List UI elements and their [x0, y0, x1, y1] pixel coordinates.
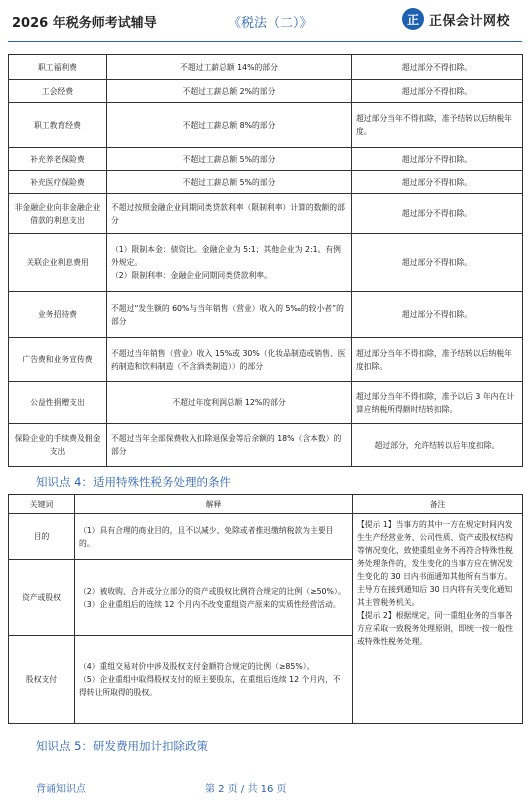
table-row	[9, 194, 523, 234]
explanation-cell	[75, 636, 353, 724]
explanation-cell: （1）具有合理的商业目的，且不以减少、免除或者推迟缴纳税款为主要目的。	[75, 514, 353, 560]
table-row	[9, 292, 523, 338]
limit-cell: （1）限制本金：债资比。金融企业为 5:1；其他企业为 2:1。有例外规定。 （2）限制利率：金融企业同期同类贷款利率。	[107, 234, 352, 292]
limit-cell: 不超过当年销售（营业）收入 15%或 30%（化妆品制造或销售、医药制造和饮料制造（不含酒类制造））的部分	[107, 338, 352, 382]
limit-cell: 不超过工薪总额 5%的部分	[107, 148, 352, 171]
limit-cell: 不超过工薪总额 8%的部分	[107, 103, 352, 148]
header-note: 备注	[353, 495, 523, 514]
item-cell: 非金融企业向非金融企业借款的利息支出	[9, 194, 107, 234]
excess-cell: 超过部分不得扣除。	[352, 148, 523, 171]
note-cell	[353, 514, 523, 724]
explanation-line: （2）被收购、合并或分立部分的资产或股权比例符合规定的比例（≥50%）。	[79, 586, 346, 596]
footer-label: 背诵知识点	[36, 784, 86, 795]
header-divider	[8, 41, 522, 42]
deduction-limits-table	[8, 54, 523, 467]
item-cell: 业务招待费	[9, 292, 107, 338]
excess-cell: 超过部分当年不得扣除，准予结转以后纳税年度。	[352, 103, 523, 148]
section-5-heading: 知识点 5：研发费用加计扣除政策	[36, 739, 208, 753]
item-cell: 补充医疗保险费	[9, 171, 107, 194]
item-cell: 职工福利费	[9, 55, 107, 80]
limit-cell: 不超过“发生额的 60%与当年销售（营业）收入的 5‰的较小者”的部分	[107, 292, 352, 338]
header-explanation: 解释	[75, 495, 353, 514]
table-row	[9, 148, 523, 171]
note-tip-1: 【提示 1】当事方的其中一方在规定时间内发生生产经营业务、公司性质、资产或股权结构等情况变化，致使重组业务不再符合特殊性税务处理条件的，发生变化的当事方应在情况发生变化的 30 日内书面通知其他所有当事方。主导方在接到通知后 30 日内将有关变化通知其主管税务机关。	[357, 520, 513, 607]
limit-cell: 不超过按照金融企业同期同类贷款利率（限制利率）计算的数额的部分	[107, 194, 352, 234]
keyword-cell: 目的	[9, 514, 75, 560]
item-cell: 工会经费	[9, 80, 107, 103]
excess-cell: 超过部分不得扣除。	[352, 292, 523, 338]
excess-cell: 超过部分不得扣除。	[352, 171, 523, 194]
table-header-row	[9, 495, 523, 514]
limit-cell: 不超过年度利润总额 12%的部分	[107, 382, 352, 424]
logo-text: 正保会计网校	[429, 13, 511, 29]
explanation-line: （3）企业重组后的连续 12 个月内不改变重组资产原来的实质性经营活动。	[79, 599, 341, 609]
note-tip-2: 【提示 2】根据规定，同一重组业务的当事各方应采取一致税务处理原则，即统一按一般性或特殊性税务处理。	[357, 611, 513, 646]
keyword-cell: 资产或股权	[9, 560, 75, 636]
table-row	[9, 55, 523, 80]
excess-cell: 超过部分不得扣除。	[352, 194, 523, 234]
excess-cell: 超过部分不得扣除。	[352, 80, 523, 103]
keyword-cell: 股权支付	[9, 636, 75, 724]
item-cell: 公益性捐赠支出	[9, 382, 107, 424]
table-row	[9, 382, 523, 424]
table-row	[9, 338, 523, 382]
exam-guide-title: 2026 年税务师考试辅导	[12, 16, 157, 31]
table-row	[9, 171, 523, 194]
item-cell: 广告费和业务宣传费	[9, 338, 107, 382]
limit-cell: 不超过工薪总额 5%的部分	[107, 171, 352, 194]
excess-cell: 超过部分当年不得扣除，准予以后 3 年内在计算应纳税所得额时结转扣除。	[352, 382, 523, 424]
explanation-line: （4）重组交易对价中涉及股权支付金额符合规定的比例（≥85%）。	[79, 662, 315, 671]
header-keyword: 关键词	[9, 495, 75, 514]
excess-cell: 超过部分不得扣除。	[352, 234, 523, 292]
logo-mark-icon: 正	[402, 8, 424, 30]
excess-cell: 超过部分，允许结转以后年度扣除。	[352, 424, 523, 467]
explanation-cell	[75, 560, 353, 636]
page-header	[0, 0, 530, 42]
table-row	[9, 514, 523, 560]
table-row	[9, 80, 523, 103]
special-tax-treatment-table	[8, 494, 523, 724]
section-4-heading: 知识点 4：适用特殊性税务处理的条件	[36, 475, 231, 489]
table-row	[9, 424, 523, 467]
brand-logo[interactable]	[402, 8, 510, 30]
table-row	[9, 103, 523, 148]
explanation-line: （5）企业重组中取得股权支付的原主要股东，在重组后连续 12 个月内，不得转让所取得的股权。	[79, 675, 341, 697]
table-row	[9, 234, 523, 292]
item-cell: 保险企业的手续费及佣金支出	[9, 424, 107, 467]
limit-cell: 不超过工薪总额 14%的部分	[107, 55, 352, 80]
limit-cell: 不超过工薪总额 2%的部分	[107, 80, 352, 103]
excess-cell: 超过部分不得扣除。	[352, 55, 523, 80]
item-cell: 关联企业利息费用	[9, 234, 107, 292]
excess-cell: 超过部分当年不得扣除，准予结转以后纳税年度扣除。	[352, 338, 523, 382]
limit-cell: 不超过当年全部保费收入扣除退保金等后余额的 18%（含本数）的部分	[107, 424, 352, 467]
book-title: 《税法（二）》	[228, 16, 313, 31]
item-cell: 补充养老保险费	[9, 148, 107, 171]
item-cell: 职工教育经费	[9, 103, 107, 148]
page-number: 第 2 页 / 共 16 页	[205, 784, 287, 795]
